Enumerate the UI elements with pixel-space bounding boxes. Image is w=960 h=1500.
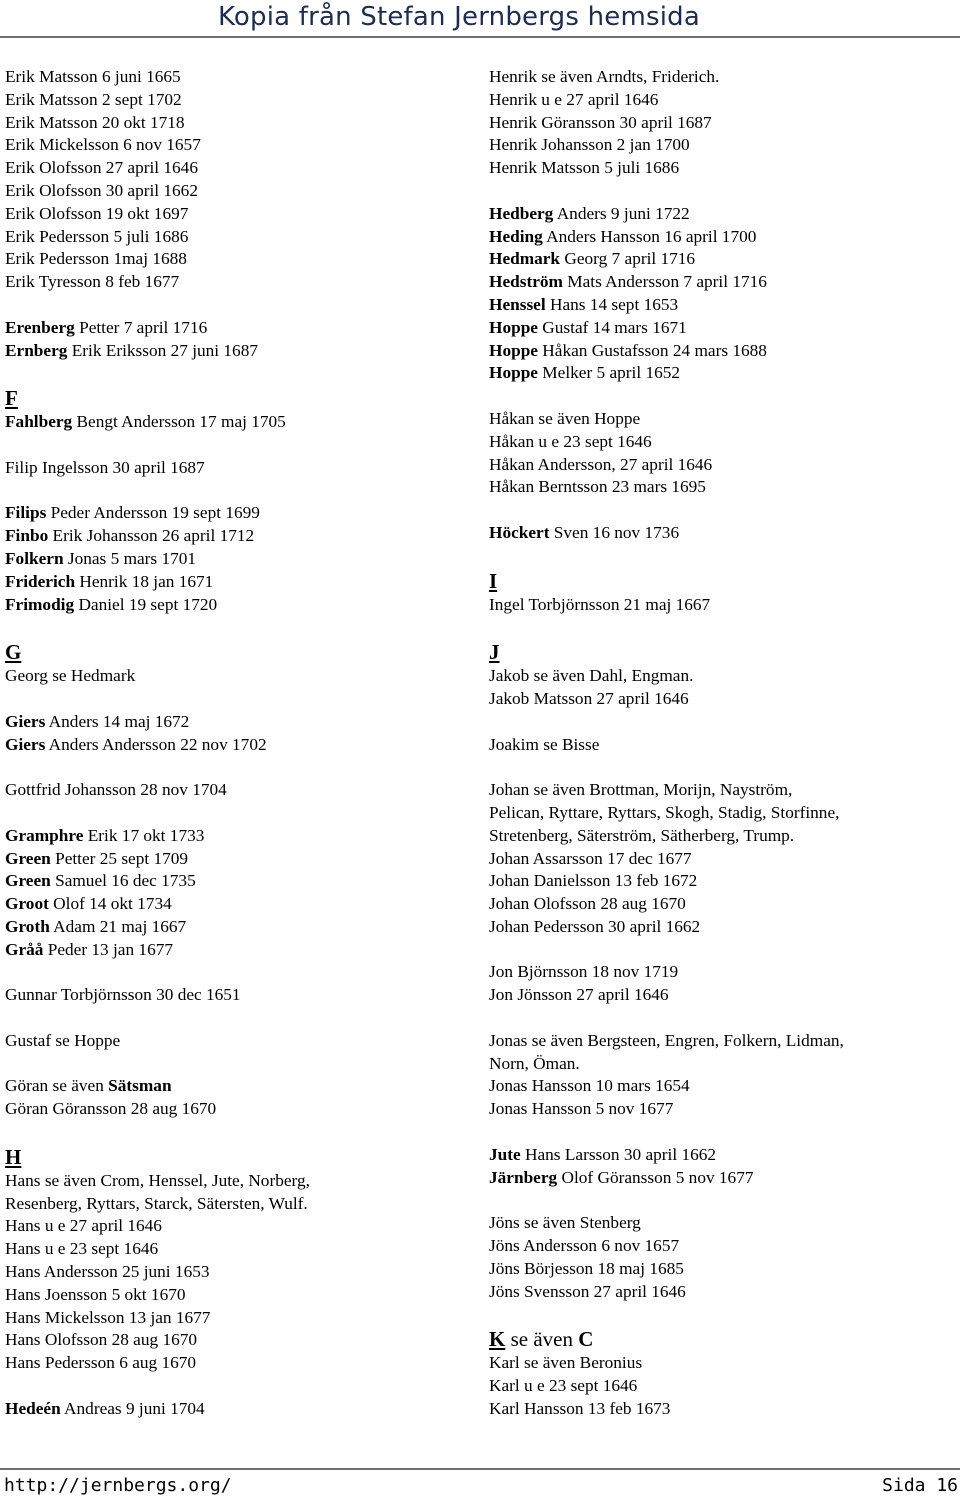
index-entry: Erik Olofsson 27 april 1646 (5, 158, 198, 178)
index-entry (489, 203, 955, 226)
spacer (5, 756, 465, 779)
index-entry: Hans Olofsson 28 aug 1670 (5, 1330, 198, 1350)
index-entry: Håkan u e 23 sept 1646 (489, 431, 652, 451)
surname: Jute (489, 1144, 521, 1164)
entry-detail: Andreas 9 juni 1704 (60, 1398, 205, 1418)
index-entry: Erik Matsson 20 okt 1718 (5, 112, 185, 132)
index-entry: Håkan Andersson, 27 april 1646 (489, 454, 713, 474)
index-entry (5, 711, 465, 734)
index-entry: Gottfrid Johansson 28 nov 1704 (5, 780, 227, 800)
index-entry (489, 1167, 955, 1190)
entry-detail: Göran se även (5, 1076, 109, 1096)
index-entry: Henrik se även Arndts, Friderich. (489, 67, 720, 86)
right-column (489, 66, 955, 1421)
entry-detail: Anders 9 juni 1722 (553, 203, 690, 223)
page-footer (0, 1468, 960, 1500)
index-entry: Erik Tyresson 8 feb 1677 (5, 272, 180, 292)
index-entry: Gustaf se Hoppe (5, 1030, 121, 1050)
index-entry: Erik Pedersson 1maj 1688 (5, 249, 187, 269)
entry-detail: Georg 7 april 1716 (560, 249, 696, 269)
surname: Heding (489, 226, 543, 246)
index-entry: Georg se Hedmark (5, 666, 136, 686)
index-entry: Hans Joensson 5 okt 1670 (5, 1284, 186, 1304)
spacer (489, 1189, 955, 1212)
index-entry (489, 226, 955, 249)
page-header (0, 0, 960, 38)
index-entry: Jon Jönsson 27 april 1646 (489, 985, 669, 1005)
entry-detail: Peder 13 jan 1677 (43, 939, 173, 959)
index-entry: Henrik u e 27 april 1646 (489, 89, 659, 109)
index-entry (489, 317, 955, 340)
index-entry: Jonas se även Bergsteen, Engren, Folkern, Lidman, (489, 1030, 844, 1050)
surname: Ernberg (5, 340, 68, 360)
spacer (489, 385, 955, 408)
index-entry: Erik Olofsson 30 april 1662 (5, 180, 198, 200)
surname: Folkern (5, 548, 64, 568)
entry-detail: Anders Andersson 22 nov 1702 (45, 734, 267, 754)
index-entry: Stretenberg, Säterström, Sätherberg, Trump. (489, 825, 795, 845)
index-entry (5, 893, 465, 916)
index-entry (5, 825, 465, 848)
surname: Gramphre (5, 825, 84, 845)
spacer (5, 480, 465, 503)
entry-detail: Samuel 16 dec 1735 (50, 871, 196, 891)
entry-detail: Petter 25 sept 1709 (50, 848, 189, 868)
entry-detail: Olof 14 okt 1734 (48, 894, 172, 914)
entry-detail: Gustaf 14 mars 1671 (537, 317, 687, 337)
index-entry (5, 848, 465, 871)
entry-detail: Erik 17 okt 1733 (83, 825, 205, 845)
entry-detail: Anders Hansson 16 april 1700 (542, 226, 757, 246)
index-entry: Erik Matsson 6 juni 1665 (5, 67, 181, 86)
entry-detail: Jonas 5 mars 1701 (63, 548, 197, 568)
spacer (5, 961, 465, 984)
index-entry: Jonas Hansson 10 mars 1654 (489, 1076, 690, 1096)
surname: Hedström (489, 272, 563, 292)
surname: Finbo (5, 526, 49, 546)
entry-detail: Petter 7 april 1716 (74, 317, 208, 337)
index-entry: Jakob se även Dahl, Engman. (489, 666, 694, 686)
spacer (489, 1303, 955, 1326)
spacer (489, 1121, 955, 1144)
spacer (5, 616, 465, 639)
spacer (5, 1053, 465, 1076)
index-entry (5, 548, 465, 571)
index-entry (489, 294, 955, 317)
index-entry (489, 248, 955, 271)
index-entry: Henrik Matsson 5 juli 1686 (489, 158, 680, 178)
index-entry: Hans Pedersson 6 aug 1670 (5, 1353, 197, 1373)
spacer (5, 802, 465, 825)
entry-detail: Olof Göransson 5 nov 1677 (557, 1167, 754, 1187)
entry-detail: Peder Andersson 19 sept 1699 (46, 503, 260, 523)
surname: Hedmark (489, 249, 561, 269)
spacer (5, 1375, 465, 1398)
section-letter: H (5, 1144, 22, 1169)
index-entry: Karl Hansson 13 feb 1673 (489, 1398, 671, 1418)
surname: Höckert (489, 522, 550, 542)
index-entry: Håkan Berntsson 23 mars 1695 (489, 477, 706, 497)
index-entry: Ingel Torbjörnsson 21 maj 1667 (489, 594, 711, 614)
entry-detail: Melker 5 april 1652 (537, 363, 681, 383)
surname: Filips (5, 503, 47, 523)
header-divider (0, 36, 960, 38)
surname: Groot (5, 894, 49, 914)
surname: Hedeén (5, 1398, 61, 1418)
index-entry: Jonas Hansson 5 nov 1677 (489, 1099, 674, 1119)
surname: Giers (5, 711, 46, 731)
index-entry (5, 411, 465, 434)
index-entry: Hans Mickelsson 13 jan 1677 (5, 1307, 211, 1327)
surname: Green (5, 871, 51, 891)
index-entry: Jöns se även Stenberg (489, 1213, 641, 1233)
spacer (5, 434, 465, 457)
surname: Henssel (489, 294, 546, 314)
entry-detail: Erik Eriksson 27 juni 1687 (67, 340, 258, 360)
index-entry: Hans Andersson 25 juni 1653 (5, 1262, 210, 1282)
spacer (489, 756, 955, 779)
spacer (5, 1007, 465, 1030)
spacer (5, 688, 465, 711)
surname: Sätsman (108, 1076, 172, 1096)
index-entry: Hans se även Crom, Henssel, Jute, Norberg, (5, 1170, 310, 1190)
surname: Gråå (5, 939, 44, 959)
index-entry: Filip Ingelsson 30 april 1687 (5, 457, 205, 477)
index-entry: Erik Olofsson 19 okt 1697 (5, 203, 189, 223)
index-entry: Erik Matsson 2 sept 1702 (5, 89, 182, 109)
spacer (489, 1007, 955, 1030)
index-entry: Jöns Svensson 27 april 1646 (489, 1281, 686, 1301)
page-number: Sida 16 (882, 1475, 958, 1496)
index-entry: Norn, Öman. (489, 1053, 580, 1073)
index-entry: Håkan se även Hoppe (489, 408, 641, 428)
index-entry: Pelican, Ryttare, Ryttars, Skogh, Stadig, Storfinne, (489, 802, 840, 822)
surname: Giers (5, 734, 46, 754)
surname: Friderich (5, 571, 76, 591)
index-entry: Johan Olofsson 28 aug 1670 (489, 894, 686, 914)
index-entry (5, 1398, 465, 1421)
entry-detail: Håkan Gustafsson 24 mars 1688 (537, 340, 767, 360)
section-letter: I (489, 568, 498, 593)
spacer (5, 1121, 465, 1144)
surname: Hoppe (489, 317, 538, 337)
index-entry (5, 340, 465, 363)
surname: Hoppe (489, 363, 538, 383)
index-entry: Joakim se Bisse (489, 734, 600, 754)
spacer (5, 294, 465, 317)
entry-detail: Mats Andersson 7 april 1716 (562, 272, 767, 292)
spacer (489, 616, 955, 639)
entry-detail: Adam 21 maj 1667 (49, 916, 187, 936)
index-entry: Hans u e 23 sept 1646 (5, 1239, 159, 1259)
left-column (5, 66, 465, 1421)
section-letter (489, 1326, 955, 1352)
index-entry: Johan Pedersson 30 april 1662 (489, 916, 701, 936)
section-letter-main: K (489, 1327, 506, 1352)
surname: Fahlberg (5, 412, 73, 432)
index-entry: Johan Assarsson 17 dec 1677 (489, 848, 692, 868)
index-entry: Gunnar Torbjörnsson 30 dec 1651 (5, 985, 241, 1005)
entry-detail: Henrik 18 jan 1671 (75, 571, 214, 591)
index-entry (5, 916, 465, 939)
section-letter: F (5, 386, 18, 411)
index-entry: Henrik Johansson 2 jan 1700 (489, 135, 690, 155)
spacer (489, 499, 955, 522)
spacer (489, 545, 955, 568)
section-letter: J (489, 640, 500, 665)
index-entry (5, 939, 465, 962)
section-letter-ref: C (578, 1327, 594, 1352)
index-entry (5, 525, 465, 548)
index-entry: Karl se även Beronius (489, 1353, 643, 1373)
entry-detail: Anders 14 maj 1672 (45, 711, 190, 731)
index-entry: Johan Danielsson 13 feb 1672 (489, 871, 698, 891)
surname: Frimodig (5, 594, 75, 614)
section-letter-note: se även (505, 1327, 579, 1352)
index-entry (489, 340, 955, 363)
surname: Green (5, 848, 51, 868)
surname: Erenberg (5, 317, 75, 337)
footer-url[interactable]: http://jernbergs.org/ (4, 1475, 232, 1496)
index-entry (489, 271, 955, 294)
index-entry: Göran Göransson 28 aug 1670 (5, 1099, 217, 1119)
entry-detail: Hans 14 sept 1653 (545, 294, 679, 314)
index-entry: Resenberg, Ryttars, Starck, Sätersten, Wulf. (5, 1193, 308, 1213)
index-entry: Henrik Göransson 30 april 1687 (489, 112, 712, 132)
index-entry (5, 594, 465, 617)
index-entry (5, 571, 465, 594)
index-entry (489, 522, 955, 545)
entry-detail: Bengt Andersson 17 maj 1705 (72, 412, 286, 432)
spacer (5, 362, 465, 385)
surname: Järnberg (489, 1167, 558, 1187)
index-entry: Erik Pedersson 5 juli 1686 (5, 226, 189, 246)
index-entry (5, 734, 465, 757)
index-entry: Erik Mickelsson 6 nov 1657 (5, 135, 201, 155)
index-entry: Johan se även Brottman, Morijn, Nayström, (489, 780, 793, 800)
spacer (489, 711, 955, 734)
entry-detail: Hans Larsson 30 april 1662 (520, 1144, 717, 1164)
entry-detail: Daniel 19 sept 1720 (74, 594, 218, 614)
spacer (489, 939, 955, 962)
surname: Hoppe (489, 340, 538, 360)
section-letter: G (5, 640, 22, 665)
index-entry (5, 317, 465, 340)
index-entry: Karl u e 23 sept 1646 (489, 1376, 638, 1396)
entry-detail: Sven 16 nov 1736 (549, 522, 680, 542)
index-entry: Hans u e 27 april 1646 (5, 1216, 162, 1236)
surname: Groth (5, 916, 50, 936)
index-entry: Jöns Börjesson 18 maj 1685 (489, 1258, 684, 1278)
index-entry: Jakob Matsson 27 april 1646 (489, 688, 689, 708)
footer-divider (0, 1468, 960, 1470)
surname: Hedberg (489, 203, 554, 223)
index-entry: Jöns Andersson 6 nov 1657 (489, 1236, 680, 1256)
index-entry (5, 502, 465, 525)
entry-detail: Erik Johansson 26 april 1712 (48, 526, 255, 546)
index-entry (489, 362, 955, 385)
index-entry (5, 870, 465, 893)
index-entry (5, 1075, 465, 1098)
header-title: Kopia från Stefan Jernbergs hemsida (217, 2, 700, 32)
index-entry: Jon Björnsson 18 nov 1719 (489, 962, 679, 982)
spacer (489, 180, 955, 203)
index-entry (489, 1144, 955, 1167)
